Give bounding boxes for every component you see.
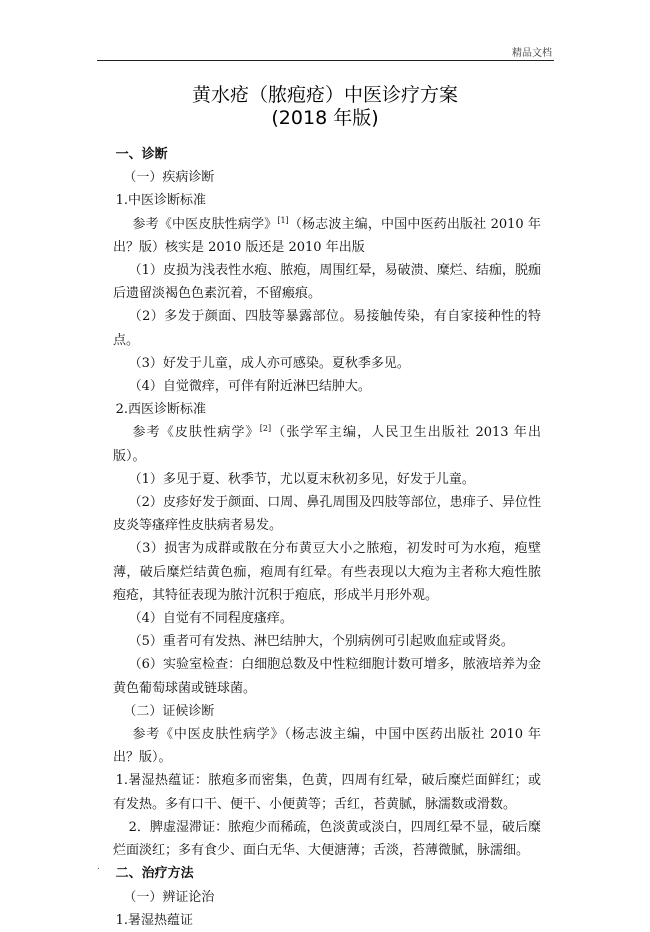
reference-1-detail: （杨志波主编，中国中医药出版社 2010 年出？版）核实是 2010 版还是 2010 年出版 xyxy=(113,216,541,255)
wm-criterion-4: （4）自觉有不同程度瘙痒。 xyxy=(128,611,293,627)
header-rule xyxy=(97,60,554,61)
reference-2-detail: （张学军主编，人民卫生出版社 2013 年出版）。 xyxy=(113,425,541,464)
section-heading-treatment: 二、治疗方法 xyxy=(115,866,194,882)
tcm-criterion-3: （3）好发于儿童，成人亦可感染。夏秋季多见。 xyxy=(128,355,410,371)
reference-1-title: 参考《中医皮肤性病学》 xyxy=(132,216,278,232)
reference-2-title: 参考《皮肤性病学》 xyxy=(132,425,260,441)
reference-2 xyxy=(113,421,541,467)
document-body xyxy=(113,143,541,932)
tcm-criterion-1: （1）皮损为浅表性水疱、脓疱，周围红晕，易破溃、糜烂、结痂，脱痂后遗留淡褐色色素沉着，不留瘢痕。 xyxy=(113,263,541,302)
citation-2: [2] xyxy=(259,424,272,434)
reference-3: 参考《中医皮肤性病学》（杨志波主编，中国中医药出版社 2010 年出？版）。 xyxy=(113,727,541,766)
footer-mark: . xyxy=(97,862,100,872)
tcm-criterion-4: （4）自觉微痒，可伴有附近淋巴结肿大。 xyxy=(128,379,371,395)
wm-criterion-1: （1）多见于夏、秋季节，尤以夏末秋初多见，好发于儿童。 xyxy=(128,471,475,487)
syndrome-2: 2．脾虚湿滞证：脓疱少而稀疏，色淡黄或淡白，四周红晕不显，破后糜烂面淡红；多有食少、面白无华、大便溏薄；舌淡，苔薄微腻，脉濡细。 xyxy=(113,819,541,859)
wm-criterion-3: （3）损害为成群或散在分布黄豆大小之脓疱，初发时可为水疱，疱壁薄，破后糜烂结黄色痂，疱周有红晕。有些表现以大疱为主者称大疱性脓疱疮，其特征表现为脓汁沉积于疱底，形成半月形外观。 xyxy=(113,541,541,603)
header-label: 精品文档 xyxy=(512,48,552,59)
treatment-pattern-1: 1.暑湿热蕴证 xyxy=(115,912,193,928)
wm-criterion-5: （5）重者可有发热、淋巴结肿大，个别病例可引起败血症或肾炎。 xyxy=(128,634,514,650)
document-subtitle: (2018 年版) xyxy=(271,107,379,129)
tcm-criteria-heading: 1.中医诊断标准 xyxy=(115,193,206,209)
wm-criteria-heading: 2.西医诊断标准 xyxy=(115,402,206,418)
reference-1 xyxy=(113,213,541,259)
subsection-pattern-treatment: （一）辨证论治 xyxy=(123,889,215,905)
tcm-criterion-2: （2）多发于颜面、四肢等暴露部位。易接触传染，有自家接种性的特点。 xyxy=(113,309,541,348)
syndrome-1: 1.暑湿热蕴证：脓疱多而密集，色黄，四周有红晕，破后糜烂面鲜红；或有发热。多有口干、便干、小便黄等；舌红，苔黄腻，脉濡数或滑数。 xyxy=(113,773,541,812)
document-title: 黄水疮（脓疱疮）中医诊疗方案 xyxy=(191,84,458,106)
subsection-syndrome-diagnosis: （二）证候诊断 xyxy=(123,703,215,719)
wm-criterion-6: （6）实验室检查：白细胞总数及中性粒细胞计数可增多，脓液培养为金黄色葡萄球菌或链球菌。 xyxy=(113,657,541,696)
subsection-disease-diagnosis: （一）疾病诊断 xyxy=(123,170,215,186)
section-heading-diagnosis: 一、诊断 xyxy=(115,147,168,162)
wm-criterion-2: （2）皮疹好发于颜面、口周、鼻孔周围及四肢等部位，患痱子、异位性皮炎等瘙痒性皮肤病者易发。 xyxy=(113,495,541,534)
citation-1: [1] xyxy=(277,215,289,225)
